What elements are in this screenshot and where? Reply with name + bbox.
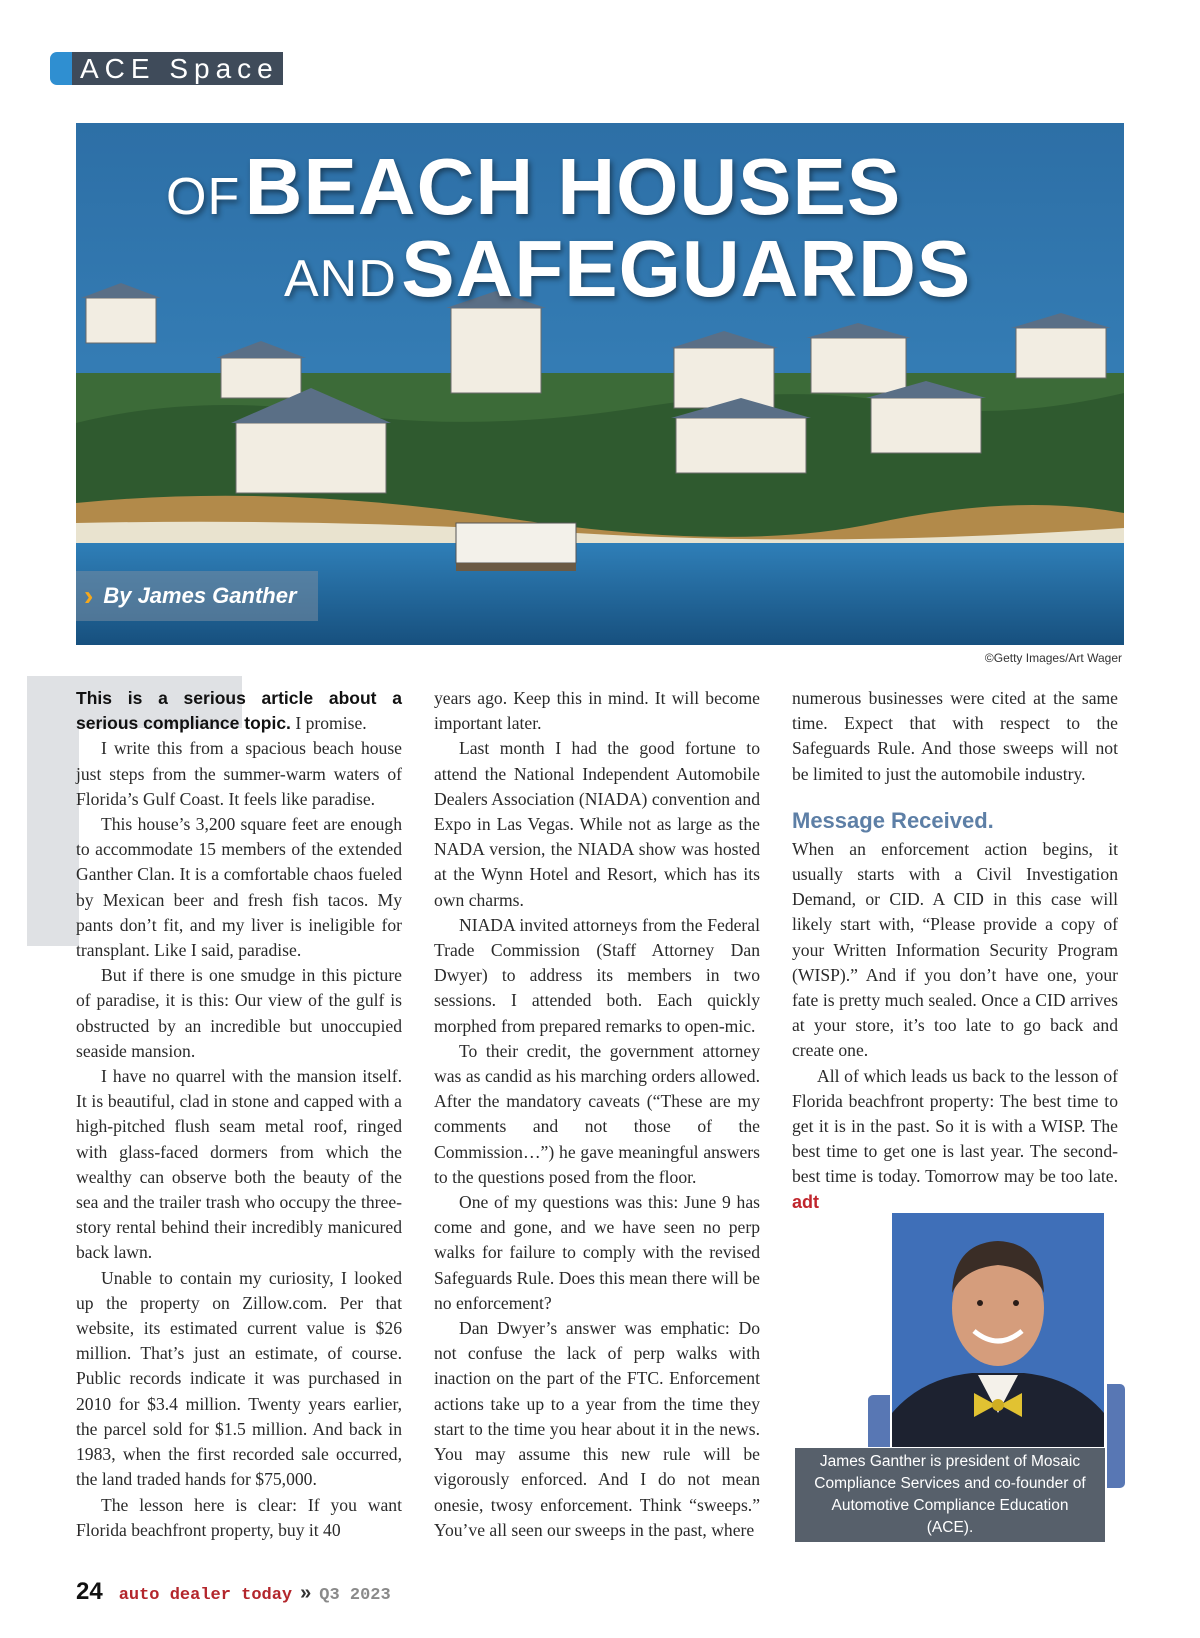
chevron-right-icon: › xyxy=(84,580,94,611)
hero-image xyxy=(76,123,1124,645)
paragraph: But if there is one smudge in this picture of paradise, it is this: Our view of the gulf is obstructed by an incredible but unoccupied seaside mansion. xyxy=(76,965,402,1061)
paragraph-continued: years ago. Keep this in mind. It will become important later. xyxy=(434,688,760,734)
author-caption-text: James Ganther is president of Mosaic Compliance Services and co-founder of Automotive Compliance Education (ACE). xyxy=(814,1453,1086,1536)
paragraph: I have no quarrel with the mansion itself. It is beautiful, clad in stone and capped with a high-pitched flush seam metal roof, ringed with glass-faced dormers from which the wealthy can observe both the beauty of the sea and the trailer trash who occupy the three-story rental behind their incredibly manicured back lawn. xyxy=(76,1066,402,1263)
headline-line1-big: BEACH HOUSES xyxy=(244,142,902,231)
lead-paragraph xyxy=(76,686,402,736)
author-portrait-illustration xyxy=(892,1213,1104,1447)
photo-credit: ©Getty Images/Art Wager xyxy=(984,651,1122,665)
lead-rest: I promise. xyxy=(290,713,367,734)
decorative-block-vertical xyxy=(27,728,79,946)
issue-label: Q3 2023 xyxy=(319,1586,391,1605)
headline xyxy=(76,123,1124,313)
paragraph-final-text: All of which leads us back to the lesson of Florida beachfront property: The best time to get it is in the past. So it is with a WISP. The best time to get one is last year. The second-best time is today. Tomorrow may be too late. xyxy=(792,1065,1118,1187)
headline-line1-small: OF xyxy=(166,168,241,226)
paragraph: When an enforcement action begins, it usually starts with a Civil Investigation Demand, or CID. A CID in this case will likely start with, “Please provide a copy of your Written Information Security Program (WISP).” And if you don’t have one, your fate is pretty much sealed. Once a CID arrives at your store, it’s too late to go back and create one. xyxy=(792,838,1118,1061)
paragraph: The lesson here is clear: If you want Florida beachfront property, buy it 40 xyxy=(76,1494,402,1540)
paragraph: Dan Dwyer’s answer was emphatic: Do not confuse the lack of perp walks with inaction on the part of the FTC. Enforcement actions take up to a year from the time they start to the time you hear about it in the news. You may assume this new rule will be vigorously enforced. And I do not mean onesie, twosy enforcement. Think “sweeps.” You’ve all seen our sweeps in the past, where xyxy=(434,1318,760,1540)
article-column-1 xyxy=(76,686,402,1543)
subheading: Message Received. xyxy=(792,807,994,833)
paragraph: To their credit, the government attorney was as candid as his marching orders allowed. After the mandatory caveats (“These are my comments and not those of the Commission…”) he gave meaningful answers to the questions posed from the floor. xyxy=(434,1040,760,1187)
article-column-3 xyxy=(792,686,1118,1215)
paragraph: Last month I had the good fortune to attend the National Independent Automobile Dealers Association (NIADA) convention and Expo in Las Vegas. While not as large as the NADA version, the NIADA show was hosted at the Wynn Hotel and Resort, which has its own charms. xyxy=(434,738,760,910)
headline-line2-small: AND xyxy=(284,250,397,308)
photo-accent-right xyxy=(1107,1384,1125,1488)
author-photo xyxy=(892,1213,1104,1447)
byline-author: By James Ganther xyxy=(103,583,297,608)
paragraph: NIADA invited attorneys from the Federal Trade Commission (Staff Attorney Dan Dwyer) to address its members in two sessions. I attended both. Each quickly morphed from prepared remarks to open-mic. xyxy=(434,914,760,1036)
byline xyxy=(76,571,318,621)
headline-line2-big: SAFEGUARDS xyxy=(401,224,972,313)
paragraph-final xyxy=(792,1064,1118,1215)
paragraph: I write this from a spacious beach house just steps from the summer-warm waters of Florida’s Gulf Coast. It feels like paradise. xyxy=(76,738,402,809)
lead-bold: This is a serious article about a serious compliance topic. xyxy=(76,688,402,734)
paragraph: This house’s 3,200 square feet are enough to accommodate 15 members of the extended Ganther Clan. It is a comfortable chaos fueled by Mexican beer and fresh fish tacos. My pants don’t fit, and my liver is ineligible for transplant. Like I said, paradise. xyxy=(76,814,402,961)
article-column-2 xyxy=(434,686,760,1543)
section-tag-accent xyxy=(50,52,72,85)
magazine-name: auto dealer today xyxy=(118,1586,293,1605)
end-mark: adt xyxy=(792,1191,819,1212)
section-tag xyxy=(50,52,283,85)
section-tag-label: ACE Space xyxy=(72,52,283,85)
page-footer xyxy=(76,1578,391,1606)
page-number: 24 xyxy=(76,1578,103,1605)
paragraph: Unable to contain my curiosity, I looked up the property on Zillow.com. Per that website, its estimated current value is $26 million. That’s just an estimate, of course. Public records indicate it was purchased in 2010 for $3.4 million. Twenty years earlier, the parcel sold for $1.5 million. And back in 1983, when the first recorded sale occurred, the land traded hands for $75,000. xyxy=(76,1267,402,1490)
paragraph: One of my questions was this: June 9 has come and gone, and we have seen no perp walks for failure to comply with the revised Safeguards Rule. Does this mean there will be no enforcement? xyxy=(434,1192,760,1313)
photo-accent-left xyxy=(868,1395,890,1447)
paragraph-continued: numerous businesses were cited at the same time. Expect that with respect to the Safeguards Rule. And those sweeps will not be limited to just the automobile industry. xyxy=(792,688,1118,784)
footer-separator: » xyxy=(300,1582,312,1604)
author-caption xyxy=(795,1448,1105,1542)
